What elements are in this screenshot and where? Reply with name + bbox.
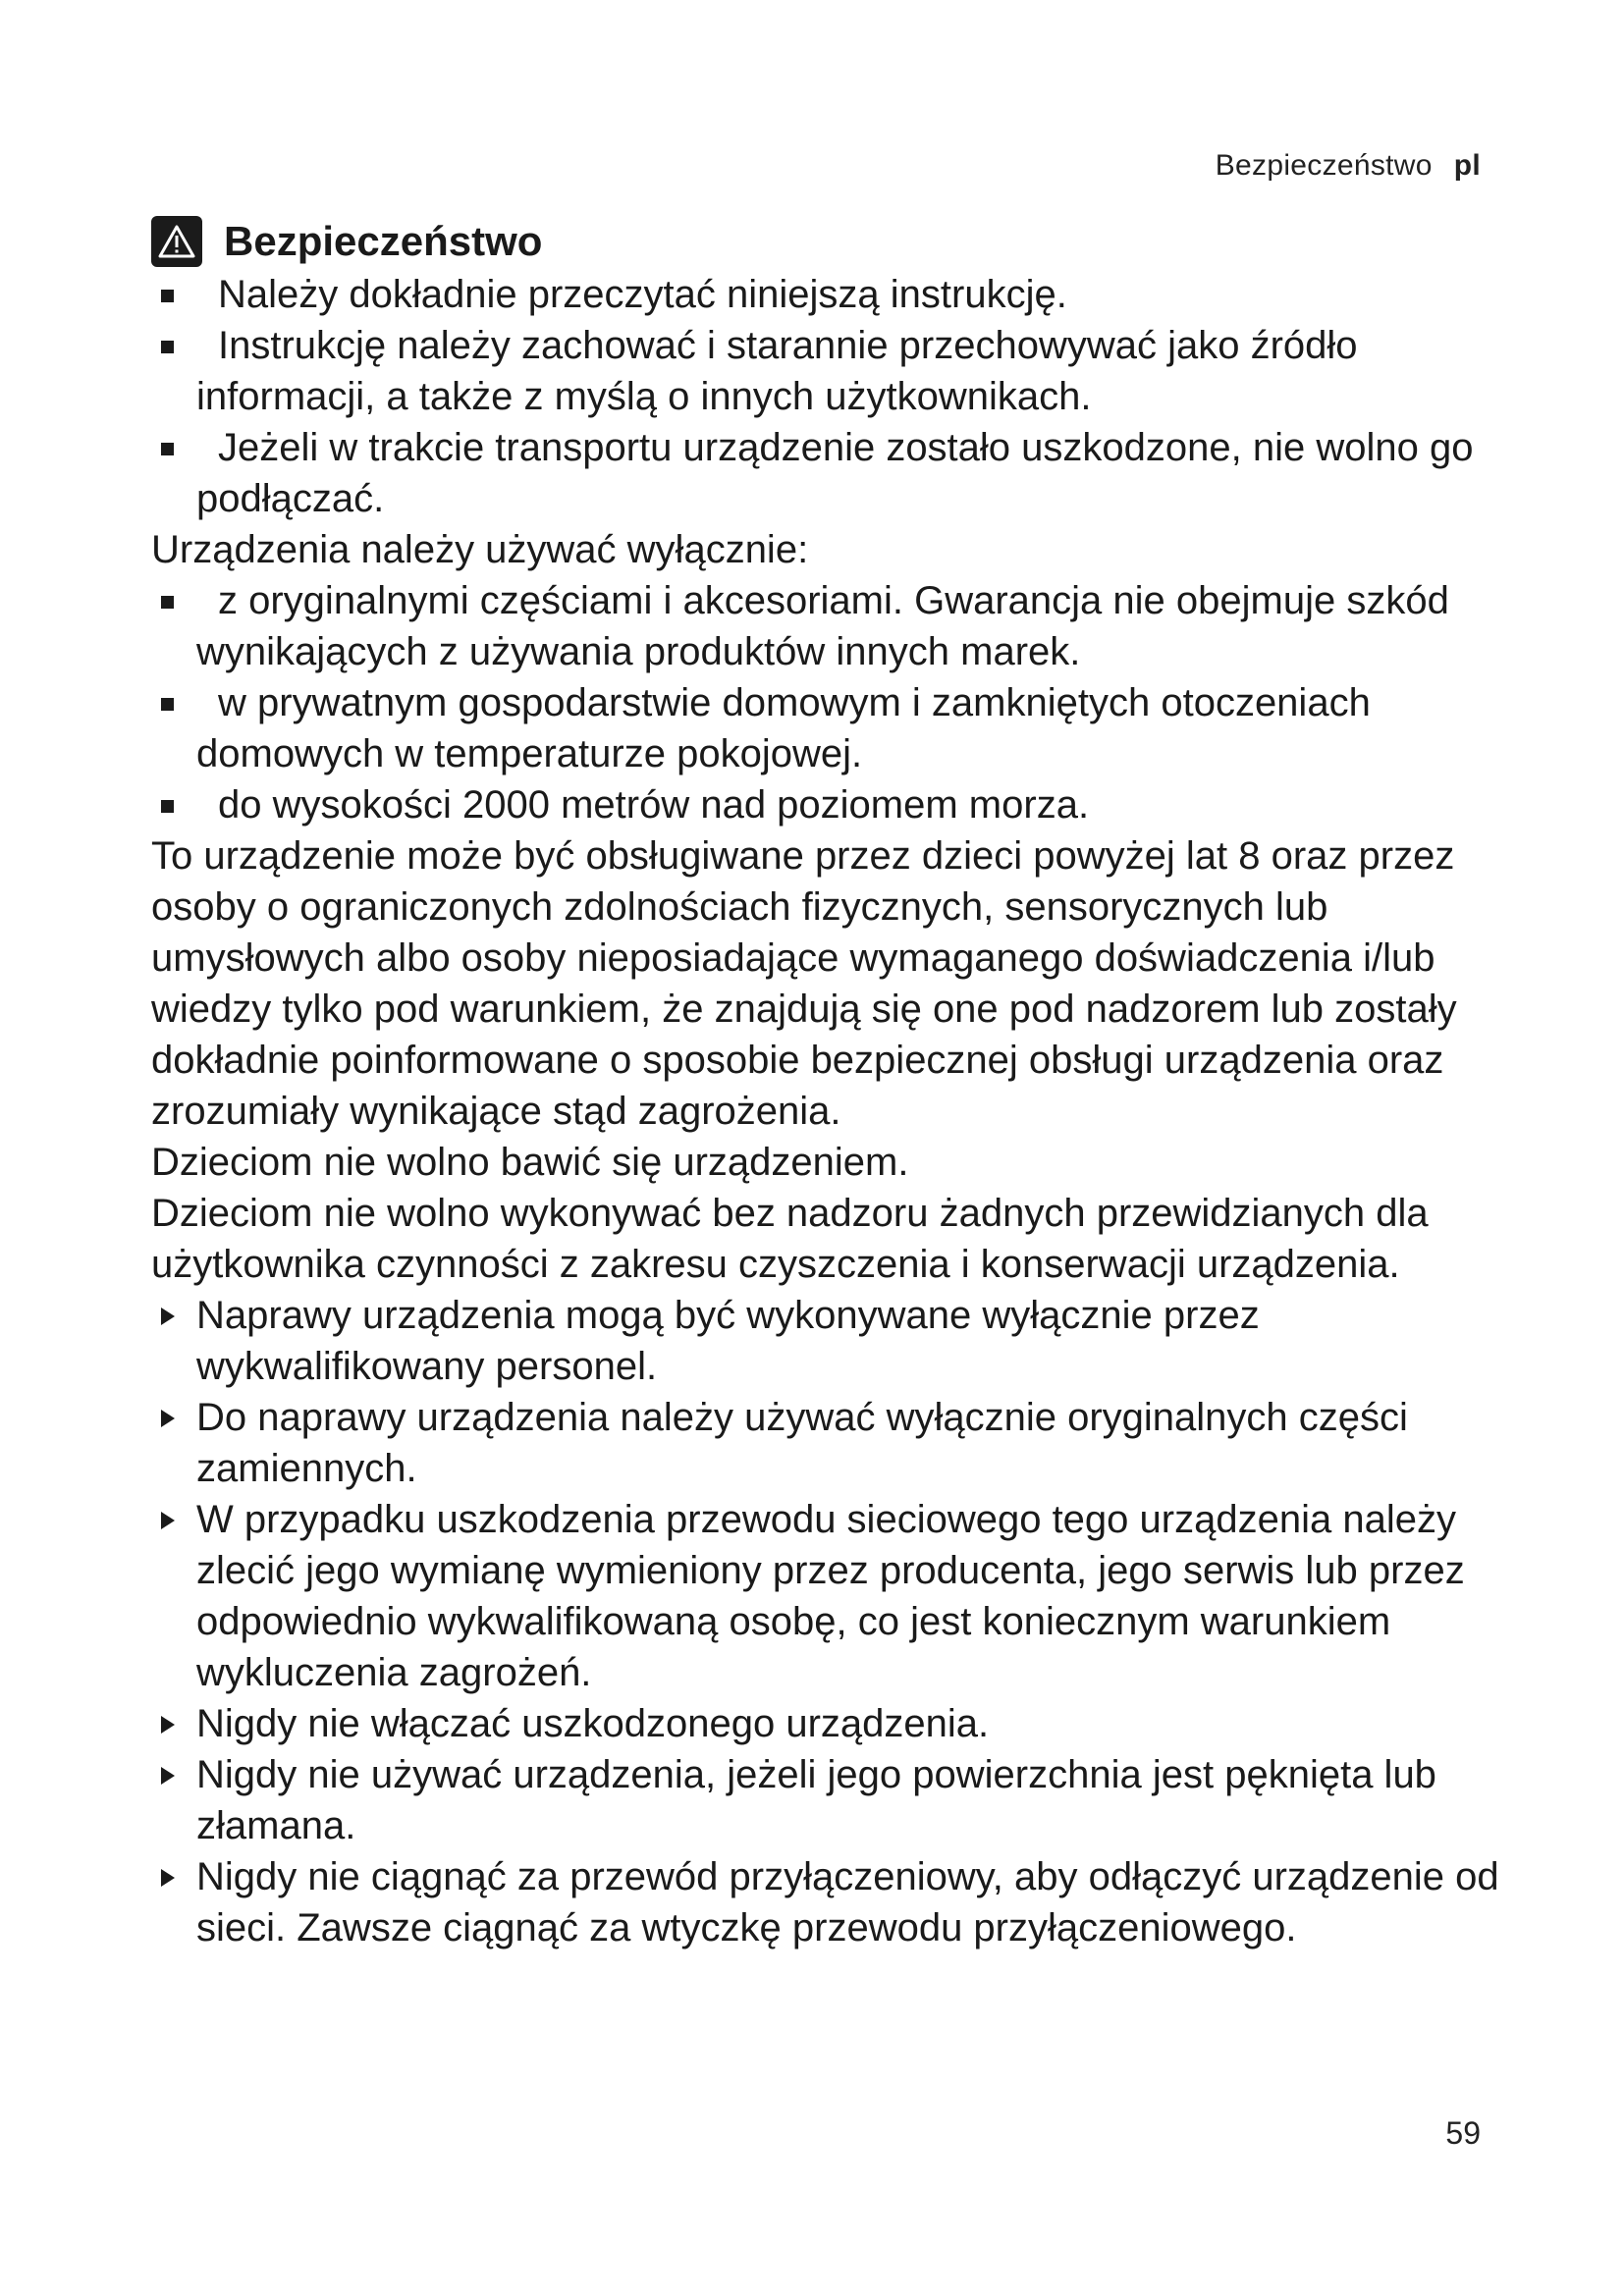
action-item: Do naprawy urządzenia należy używać wyłącznie oryginalnych części zamiennych. <box>151 1392 1516 1494</box>
usage-list <box>151 575 1516 830</box>
list-item: w prywatnym gospodarstwie domowym i zamkniętych otoczeniach domowych w temperaturze pokojowej. <box>151 677 1516 779</box>
list-item: do wysokości 2000 metrów nad poziomem morza. <box>151 779 1516 830</box>
action-item: Naprawy urządzenia mogą być wykonywane wyłącznie przez wykwalifikowany personel. <box>151 1290 1516 1392</box>
paragraph-no-play: Dzieciom nie wolno bawić się urządzeniem. <box>151 1141 909 1184</box>
section-heading <box>151 214 1516 269</box>
running-header <box>1216 149 1481 183</box>
list-item: Instrukcję należy zachować i starannie przechowywać jako źródło informacji, a także z myślą o innych użytkownikach. <box>151 320 1516 422</box>
paragraph-children-persons: To urządzenie może być obsługiwane przez dzieci powyżej lat 8 oraz przez osoby o ograniczonych zdolnościach fizycznych, sensorycznych lub umysłowych albo osoby nieposiadające wymaganego doświadczenia i/lub wiedzy tylko pod warunkiem, że znajdują się one pod nadzorem lub zostały dokładnie poinformowane o sposobie bezpiecznej obsługi urządzenia oraz zrozumiały wynikające stąd zagrożenia. <box>151 834 1457 1133</box>
list-item: Jeżeli w trakcie transportu urządzenie zostało uszkodzone, nie wolno go podłączać. <box>151 422 1516 524</box>
action-item: Nigdy nie używać urządzenia, jeżeli jego powierzchnia jest pęknięta lub złamana. <box>151 1749 1516 1851</box>
action-list <box>151 1290 1516 1953</box>
warning-triangle-icon <box>151 216 202 267</box>
action-item: W przypadku uszkodzenia przewodu sieciowego tego urządzenia należy zlecić jego wymianę wymieniony przez producenta, jego serwis lub przez odpowiednio wykwalifikowaną osobę, co jest koniecznym warunkiem wykluczenia zagrożeń. <box>151 1494 1516 1698</box>
running-header-language: pl <box>1453 149 1481 182</box>
list-item: z oryginalnymi częściami i akcesoriami. Gwarancja nie obejmuje szkód wynikających z używania produktów innych marek. <box>151 575 1516 677</box>
running-header-section: Bezpieczeństwo <box>1215 149 1433 182</box>
action-item: Nigdy nie ciągnąć za przewód przyłączeniowy, aby odłączyć urządzenie od sieci. Zawsze ciągnąć za wtyczkę przewodu przyłączeniowego. <box>151 1851 1516 1953</box>
page-content <box>151 214 1516 1953</box>
page-number: 59 <box>1445 2115 1481 2151</box>
usage-intro: Urządzenia należy używać wyłącznie: <box>151 528 809 571</box>
section-title: Bezpieczeństwo <box>224 218 543 264</box>
action-item: Nigdy nie włączać uszkodzonego urządzenia. <box>151 1698 1516 1749</box>
list-item: Należy dokładnie przeczytać niniejszą instrukcję. <box>151 269 1516 320</box>
paragraph-no-cleaning: Dzieciom nie wolno wykonywać bez nadzoru żadnych przewidzianych dla użytkownika czynności z zakresu czyszczenia i konserwacji urządzenia. <box>151 1192 1429 1286</box>
intro-list <box>151 269 1516 524</box>
